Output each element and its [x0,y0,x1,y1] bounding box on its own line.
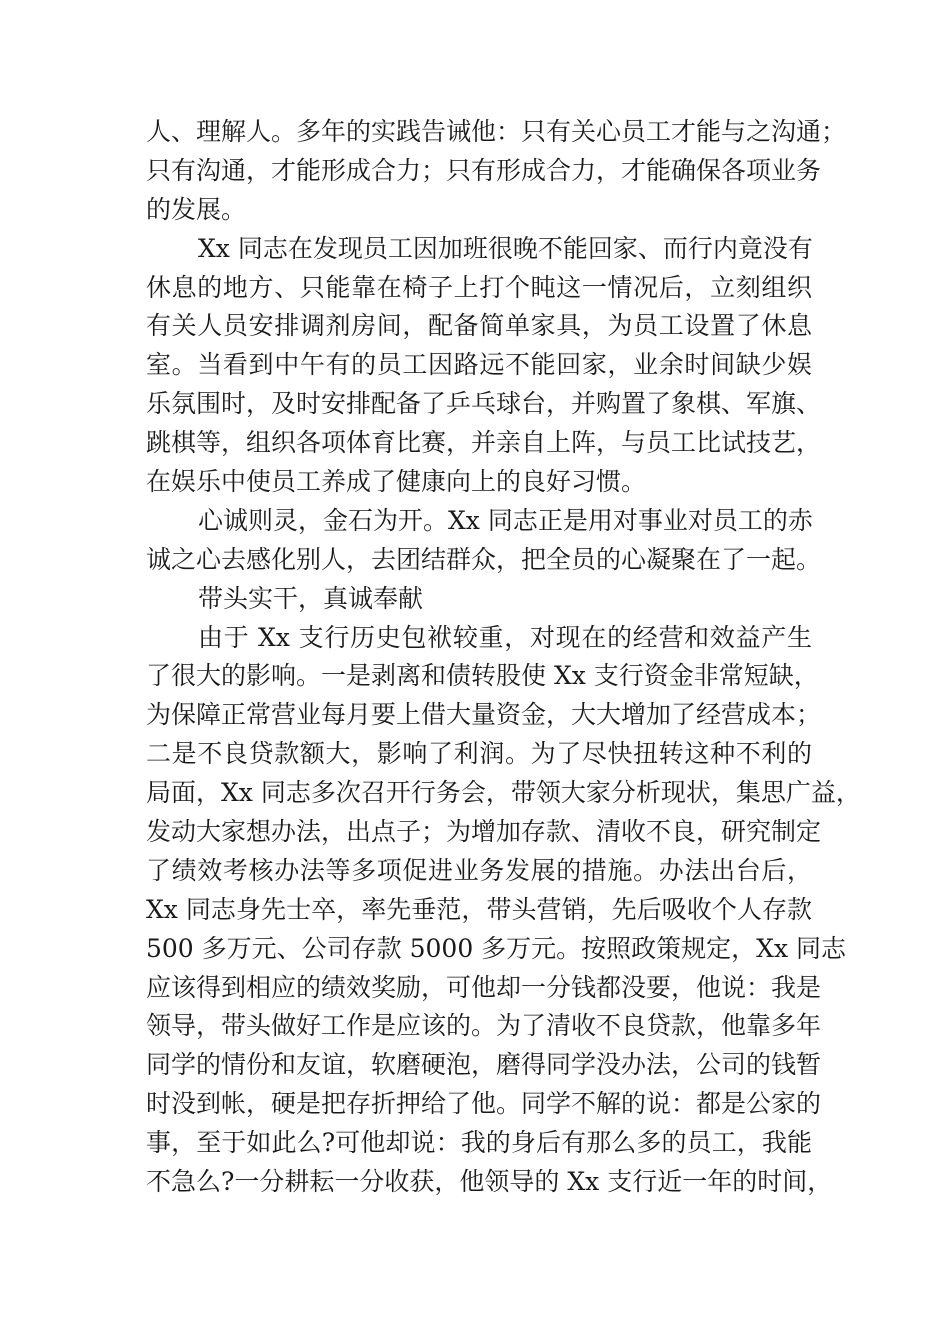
text-line: 局面，Xx 同志多次召开行务会，带领大家分析现状，集思广益， [146,778,861,808]
text-line: 心诚则灵，金石为开。Xx 同志正是用对事业对员工的赤 [198,505,813,535]
text-line: 了绩效考核办法等多项促进业务发展的措施。办法出台后， [146,855,812,885]
text-line: 500 多万元、公司存款 5000 多万元。按照政策规定，Xx 同志 [146,933,847,963]
text-line: 发动大家想办法，出点子；为增加存款、清收不良，研究制定 [146,817,822,847]
text-line: Xx 同志身先士卒，率先垂范，带头营销，先后吸收个人存款 [146,894,812,924]
text-line: 领导，带头做好工作是应该的。为了清收不良贷款，他靠多年 [146,1011,822,1041]
text-line: 在娱乐中使员工养成了健康向上的良好习惯。 [146,467,647,497]
text-line: 二是不良贷款额大，影响了利润。为了尽快扭转这种不利的 [146,739,812,769]
text-line: 诚之心去感化别人，去团结群众，把全员的心凝聚在了一起。 [146,544,822,574]
text-line: 室。当看到中午有的员工因路远不能回家，业余时间缺少娱 [146,350,812,380]
text-line: 同学的情份和友谊，软磨硬泡，磨得同学没办法，公司的钱暂 [146,1050,822,1080]
text-line: 为保障正常营业每月要上借大量资金，大大增加了经营成本； [146,700,822,730]
text-line: 有关人员安排调剂房间，配备简单家具，为员工设置了休息 [146,311,812,341]
text-line: 的发展。 [146,194,247,224]
text-line: 休息的地方、只能靠在椅子上打个盹这一情况后，立刻组织 [146,272,812,302]
text-line: Xx 同志在发现员工因加班很晚不能回家、而行内竟没有 [198,233,813,263]
text-line: 应该得到相应的绩效奖励，可他却一分钱都没要，他说：我是 [146,972,822,1002]
section-heading: 带头实干，真诚奉献 [198,583,424,613]
text-line: 事，至于如此么?可他却说：我的身后有那么多的员工，我能 [146,1128,812,1158]
text-line: 只有沟通，才能形成合力；只有形成合力，才能确保各项业务 [146,155,822,185]
text-line: 不急么?一分耕耘一分收获，他领导的 Xx 支行近一年的时间， [146,1167,833,1197]
text-line: 了很大的影响。一是剥离和债转股使 Xx 支行资金非常短缺， [146,661,819,691]
text-line: 人、理解人。多年的实践告诫他：只有关心员工才能与之沟通； [146,117,847,146]
document-body [146,113,861,1202]
text-line: 由于 Xx 支行历史包袱较重，对现在的经营和效益产生 [198,622,812,652]
text-line: 跳棋等，组织各项体育比赛，并亲自上阵，与员工比试技艺， [146,428,822,458]
text-line: 时没到帐，硬是把存折押给了他。同学不解的说：都是公家的 [146,1089,822,1119]
text-line: 乐氛围时，及时安排配备了乒乓球台，并购置了象棋、军旗、 [146,389,822,419]
